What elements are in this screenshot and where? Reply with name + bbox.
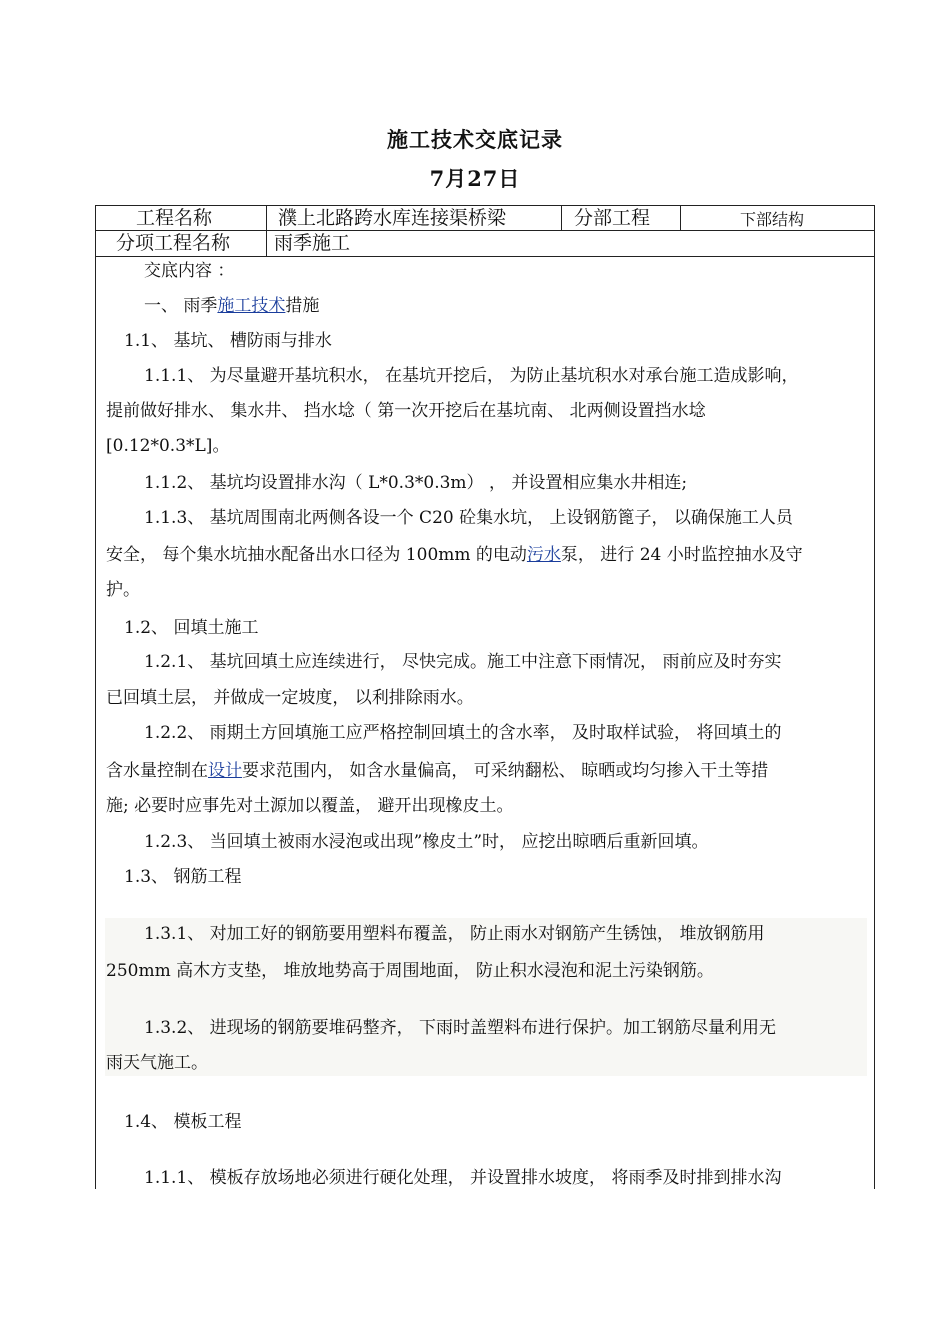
project-name-label: 工程名称 <box>136 207 213 229</box>
para-1-3-1-line1: 1.3.1、 对加工好的钢筋要用塑料布覆盖， 防止雨水对钢筋产生锈蚀， 堆放钢筋用 <box>144 924 765 944</box>
para-1-1-3-line3: 护。 <box>106 580 140 600</box>
section-1-suffix: 措施 <box>285 296 320 316</box>
division-value: 下部结构 <box>740 210 805 229</box>
col-divider <box>266 206 267 256</box>
item-name-value: 雨季施工 <box>274 232 351 254</box>
para-1-3-2-line2: 雨天气施工。 <box>106 1053 208 1073</box>
row-divider <box>96 256 874 257</box>
para-1-1-1-line3: [0.12*0.3*L]。 <box>106 436 230 456</box>
para-1-1-3-line2-pre: 安全， 每个集水坑抽水配备出水口径为 100mm 的电动 <box>106 545 527 565</box>
para-1-4-1-line1: 1.1.1、 模板存放场地必须进行硬化处理， 并设置排水坡度， 将雨季及时排到排水沟 <box>144 1168 782 1188</box>
subsection-1-2: 1.2、 回填土施工 <box>124 618 259 638</box>
para-1-2-2-line2-post: 要求范围内， 如含水量偏高， 可采纳翻松、 晾晒或均匀掺入干土等措 <box>242 761 769 781</box>
para-1-1-3-line1: 1.1.3、 基坑周围南北两侧各设一个 C20 砼集水坑， 上设钢筋篦子， 以确保施工人员 <box>144 508 793 528</box>
design-link[interactable]: 设计 <box>208 761 242 781</box>
subsection-1-3: 1.3、 钢筋工程 <box>124 867 242 887</box>
item-name-label: 分项工程名称 <box>116 232 231 254</box>
para-1-1-1-line1: 1.1.1、 为尽量避开基坑积水， 在基坑开挖后， 为防止基坑积水对承台施工造成影响， <box>144 366 799 386</box>
document-date: 7月27日 <box>429 166 521 191</box>
construction-technology-link[interactable]: 施工技术 <box>217 296 286 316</box>
para-1-3-2-line1: 1.3.2、 进现场的钢筋要堆码整齐， 下雨时盖塑料布进行保护。加工钢筋尽量利用无 <box>144 1018 777 1038</box>
project-name-value: 濮上北路跨水库连接渠桥梁 <box>278 207 507 229</box>
para-1-2-2-line1: 1.2.2、 雨期土方回填施工应严格控制回填土的含水率， 及时取样试验， 将回填土的 <box>144 723 782 743</box>
sewage-link[interactable]: 污水 <box>526 545 561 565</box>
record-table <box>95 205 875 1189</box>
para-1-2-2-line3: 施; 必要时应事先对土源加以覆盖， 避开出现橡皮土。 <box>106 796 514 816</box>
section-1-heading <box>144 294 904 318</box>
col-divider <box>680 206 681 230</box>
para-1-2-2-line2 <box>106 759 866 783</box>
para-1-2-1-line1: 1.2.1、 基坑回填土应连续进行， 尽快完成。施工中注意下雨情况， 雨前应及时夯实 <box>144 652 782 672</box>
para-1-2-3: 1.2.3、 当回填土被雨水浸泡或出现”橡皮土”时， 应挖出晾晒后重新回填。 <box>144 832 709 852</box>
subsection-1-4: 1.4、 模板工程 <box>124 1112 242 1132</box>
document-title: 施工技术交底记录 <box>387 127 563 152</box>
para-1-2-1-line2: 已回填土层， 并做成一定坡度， 以利排除雨水。 <box>106 688 474 708</box>
para-1-2-2-line2-pre: 含水量控制在 <box>106 761 208 781</box>
division-label: 分部工程 <box>574 207 651 229</box>
para-1-3-1-line2: 250mm 高木方支垫， 堆放地势高于周围地面， 防止积水浸泡和泥土污染钢筋。 <box>106 961 714 981</box>
col-divider <box>561 206 562 230</box>
subsection-1-1: 1.1、 基坑、 槽防雨与排水 <box>124 331 332 351</box>
para-1-1-3-line2 <box>106 543 866 567</box>
para-1-1-1-line2: 提前做好排水、 集水井、 挡水埝（ 第一次开挖后在基坑南、 北两侧设置挡水埝 <box>106 401 706 421</box>
para-1-1-2: 1.1.2、 基坑均设置排水沟（ L*0.3*0.3m） ， 并设置相应集水井相连; <box>144 473 688 493</box>
section-1-prefix: 一、 雨季 <box>144 296 218 316</box>
content-intro: 交底内容 ： <box>144 261 235 281</box>
para-1-1-3-line2-post: 泵， 进行 24 小时监控抽水及守 <box>560 545 803 565</box>
